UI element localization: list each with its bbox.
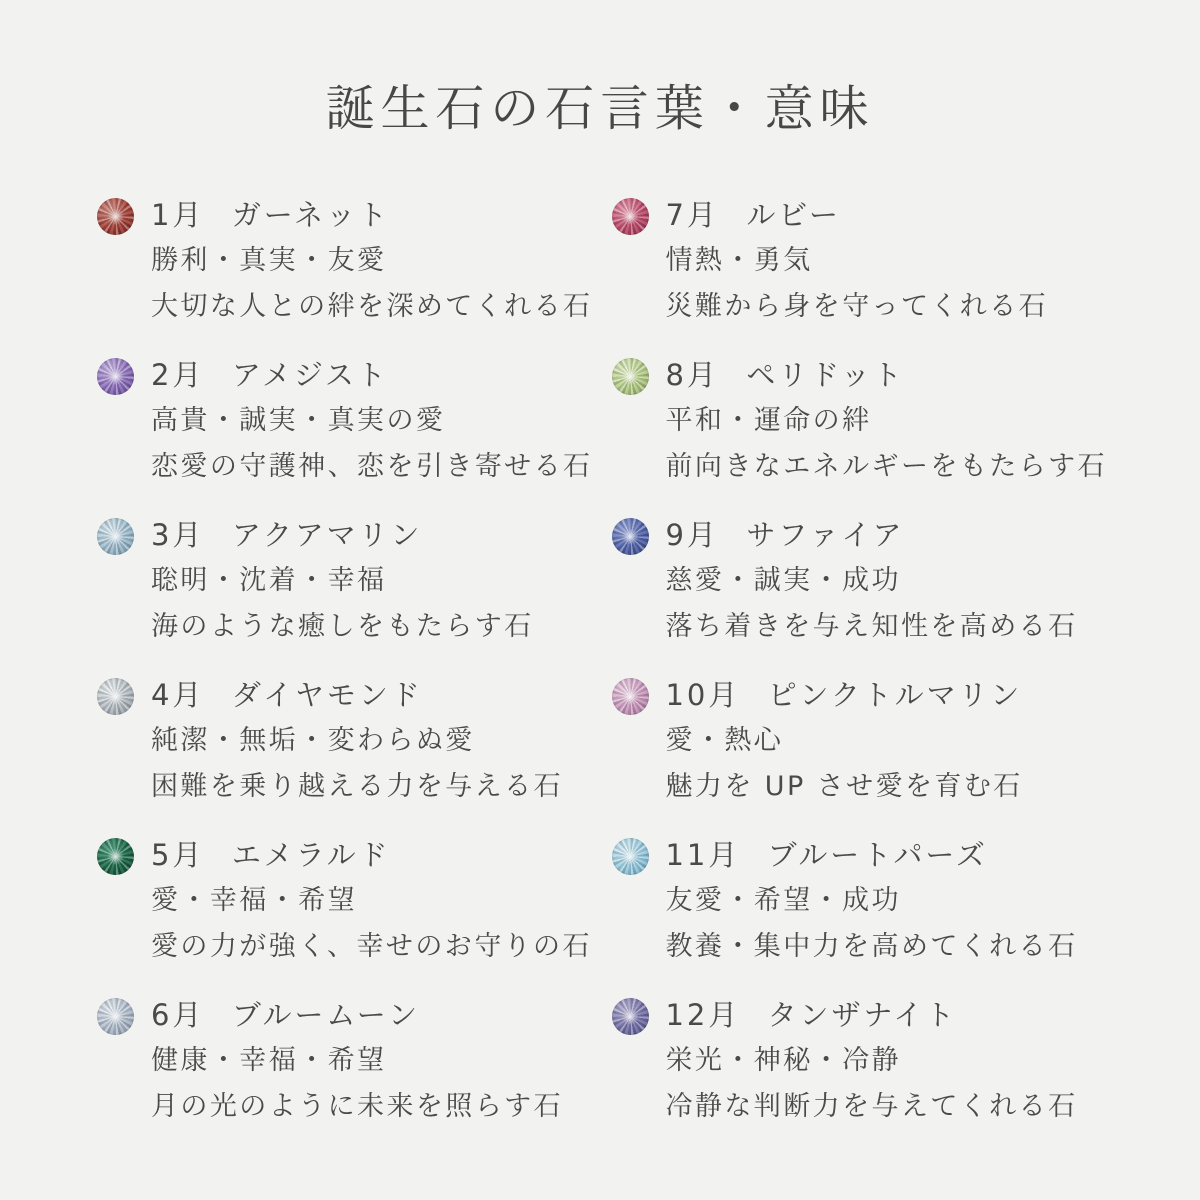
- entry-meanings: 友愛・希望・成功: [665, 885, 901, 916]
- gem-icon-emerald: [97, 838, 134, 875]
- gem-icon-tanzanite: [612, 998, 649, 1035]
- entry-stone-name: ブルームーン: [231, 998, 421, 1032]
- birthstone-entry: [612, 516, 1111, 646]
- entry-description: 月の光のように未来を照らす石: [151, 1091, 564, 1122]
- gem-icon-pink-tourmaline: [612, 678, 649, 715]
- entry-text: [666, 516, 1078, 646]
- entry-meanings: 健康・幸福・希望: [151, 1045, 387, 1076]
- entry-text: [151, 356, 592, 486]
- gem-icon-sapphire: [612, 518, 649, 555]
- entry-meanings: 純潔・無垢・変わらぬ愛: [151, 725, 475, 756]
- entry-meanings: 慈愛・誠実・成功: [665, 565, 901, 596]
- entry-month: 8月: [665, 358, 719, 392]
- entry-month: 12月: [665, 998, 741, 1032]
- entry-meanings: 愛・熱心: [665, 725, 784, 756]
- entry-header: [151, 196, 592, 234]
- gem-icon-amethyst: [97, 358, 134, 395]
- birthstone-entry: [97, 836, 596, 966]
- entry-month: 3月: [151, 518, 205, 552]
- entry-meanings: 勝利・真実・友愛: [151, 245, 387, 276]
- gem-icon-peridot: [612, 358, 649, 395]
- entry-stone-name: タンザナイト: [767, 998, 958, 1032]
- entry-header: [151, 996, 563, 1034]
- entry-header: [666, 676, 1023, 714]
- gem-icon-aquamarine: [97, 518, 134, 555]
- entry-stone-name: ペリドット: [746, 358, 905, 392]
- entry-month: 4月: [151, 678, 205, 712]
- birthstone-entry: [97, 196, 596, 326]
- entry-text: [666, 196, 1049, 326]
- birthstone-entry: [612, 836, 1111, 966]
- entry-month: 5月: [151, 838, 205, 872]
- entry-month: 7月: [665, 198, 719, 232]
- gem-icon-garnet: [97, 198, 134, 235]
- birthstone-entry: [612, 676, 1111, 806]
- entry-month: 2月: [151, 358, 205, 392]
- entry-text: [666, 836, 1078, 966]
- birthstone-entry: [97, 516, 596, 646]
- entry-text: [666, 676, 1023, 806]
- entry-description: 恋愛の守護神、恋を引き寄せる石: [151, 451, 593, 482]
- birthstone-list: [0, 196, 1200, 1126]
- entry-month: 11月: [665, 838, 741, 872]
- entry-stone-name: アクアマリン: [231, 518, 423, 552]
- entry-header: [666, 356, 1107, 394]
- entry-meanings: 聡明・沈着・幸福: [151, 565, 387, 596]
- entry-description: 冷静な判断力を与えてくれる石: [665, 1091, 1078, 1122]
- birthstone-entry: [97, 996, 596, 1126]
- birthstone-entry: [612, 356, 1111, 486]
- gem-icon-blue-topaz: [612, 838, 649, 875]
- entry-month: 1月: [151, 198, 205, 232]
- entry-text: [151, 676, 563, 806]
- entry-text: [666, 356, 1107, 486]
- entry-meanings: 愛・幸福・希望: [151, 885, 358, 916]
- entry-description: 魅力を UP させ愛を育む石: [665, 771, 1023, 802]
- entry-meanings: 高貴・誠実・真実の愛: [151, 405, 446, 436]
- entry-stone-name: ガーネット: [231, 198, 390, 232]
- entry-description: 災難から身を守ってくれる石: [665, 291, 1049, 322]
- birthstone-entry: [97, 676, 596, 806]
- entry-description: 大切な人との絆を深めてくれる石: [151, 291, 593, 322]
- entry-month: 9月: [665, 518, 719, 552]
- entry-header: [666, 996, 1078, 1034]
- entry-meanings: 栄光・神秘・冷静: [665, 1045, 901, 1076]
- entry-text: [151, 996, 563, 1126]
- entry-text: [151, 836, 592, 966]
- birthstone-entry: [97, 356, 596, 486]
- entry-stone-name: ダイヤモンド: [231, 678, 423, 712]
- entry-meanings: 情熱・勇気: [665, 245, 813, 276]
- entry-stone-name: ピンクトルマリン: [767, 678, 1023, 712]
- birthstone-entry: [612, 196, 1111, 326]
- gem-icon-blue-moon: [97, 998, 134, 1035]
- entry-header: [666, 516, 1078, 554]
- entry-stone-name: サファイア: [746, 518, 905, 552]
- entry-description: 落ち着きを与え知性を高める石: [665, 611, 1078, 642]
- entry-header: [666, 196, 1049, 234]
- entry-header: [151, 516, 534, 554]
- birthstone-entry: [612, 996, 1111, 1126]
- entry-text: [151, 516, 534, 646]
- entry-header: [151, 676, 563, 714]
- entry-description: 前向きなエネルギーをもたらす石: [665, 451, 1107, 482]
- entry-header: [151, 836, 592, 874]
- entry-description: 教養・集中力を高めてくれる石: [665, 931, 1078, 962]
- gem-icon-diamond: [97, 678, 134, 715]
- entry-description: 愛の力が強く、幸せのお守りの石: [151, 931, 592, 962]
- entry-meanings: 平和・運命の絆: [665, 405, 872, 436]
- entry-month: 6月: [151, 998, 205, 1032]
- entry-text: [666, 996, 1078, 1126]
- entry-header: [666, 836, 1078, 874]
- entry-month: 10月: [665, 678, 741, 712]
- entry-stone-name: ルビー: [746, 198, 841, 232]
- entry-stone-name: エメラルド: [231, 838, 391, 872]
- entry-description: 困難を乗り越える力を与える石: [151, 771, 564, 802]
- entry-description: 海のような癒しをもたらす石: [151, 611, 534, 642]
- entry-stone-name: アメジスト: [231, 358, 389, 392]
- gem-icon-ruby: [612, 198, 649, 235]
- entry-text: [151, 196, 592, 326]
- entry-header: [151, 356, 592, 394]
- entry-stone-name: ブルートパーズ: [767, 838, 988, 872]
- page-title: 誕生石の石言葉・意味: [325, 81, 875, 136]
